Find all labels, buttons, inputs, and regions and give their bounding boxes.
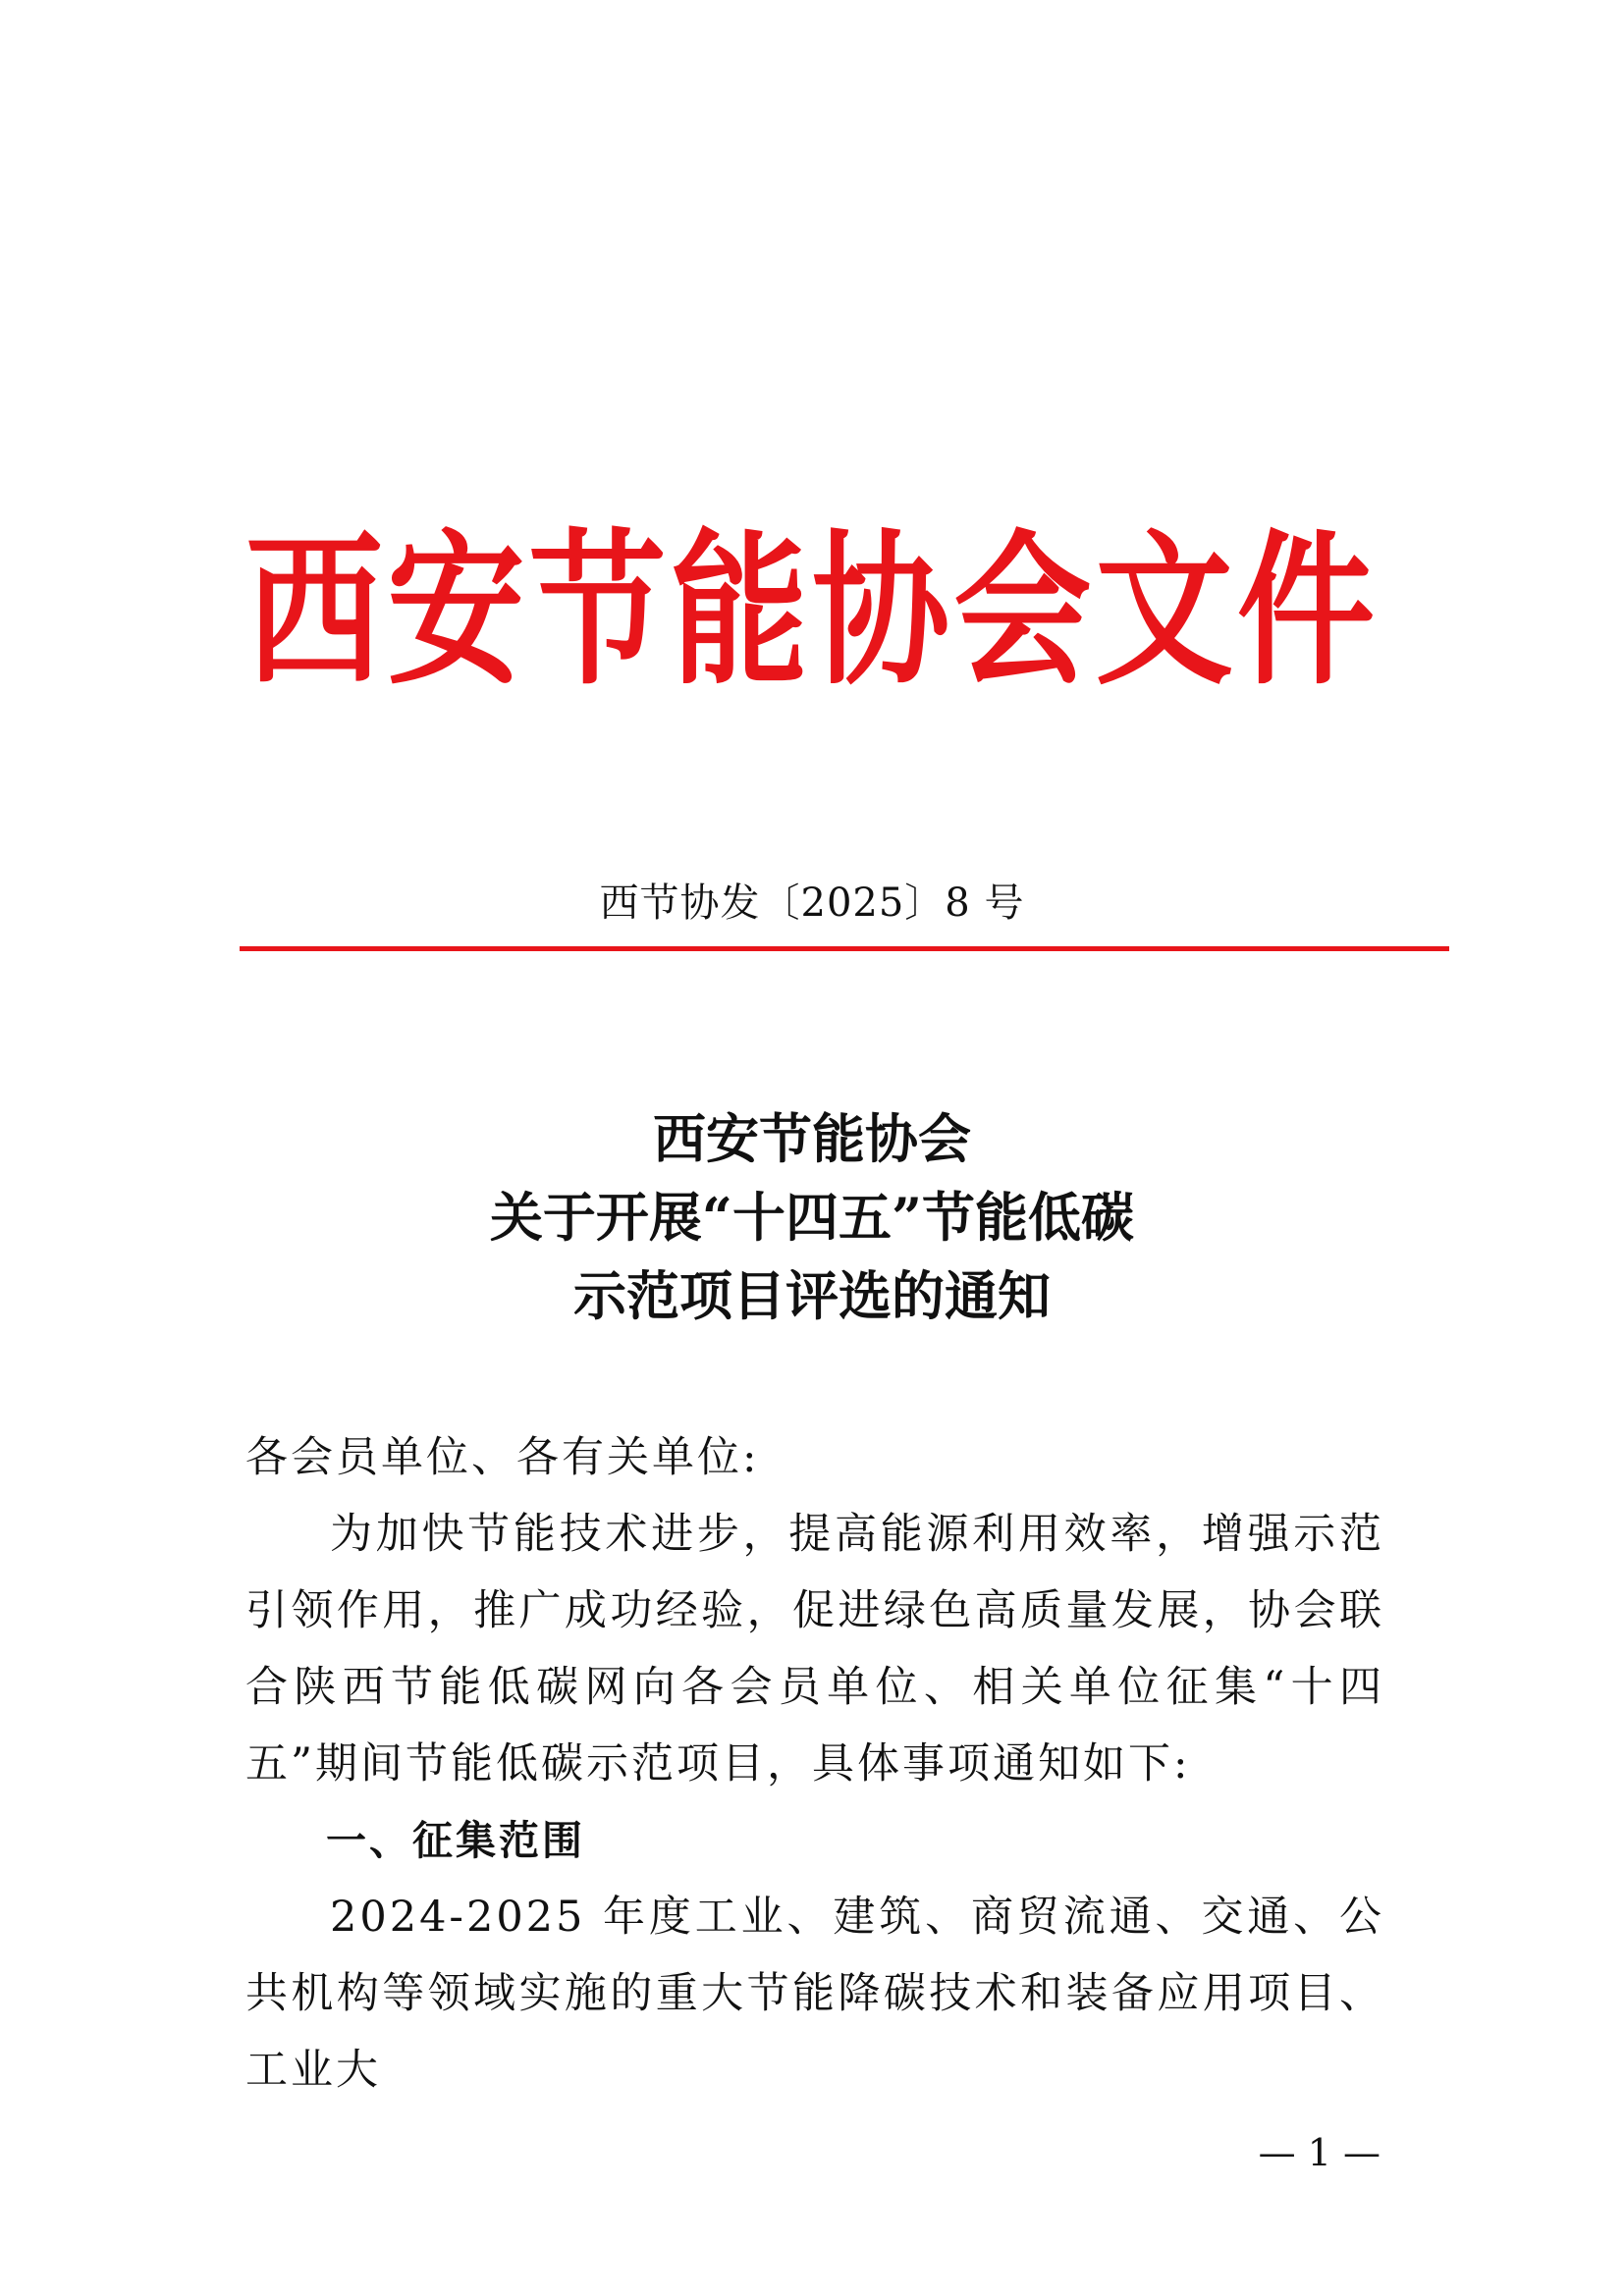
masthead-char: 协: [812, 514, 950, 709]
masthead-char: 文: [1095, 514, 1233, 709]
title-line-3: 示范项目评选的通知: [573, 1264, 1051, 1327]
body-paragraph: 为加快节能技术进步，提高能源利用效率，增强示范引领作用，推广成功经验，促进绿色高质量发展，协会联合陕西节能低碳网向各会员单位、相关单位征集“十四五”期间节能低碳示范项目，具体事项通知如下:: [245, 1510, 1384, 1789]
salutation: 各会员单位、各有关单位:: [245, 1433, 760, 1482]
page-number: — 1 —: [1258, 2131, 1380, 2174]
body-paragraph: 2024-2025 年度工业、建筑、商贸流通、交通、公共机构等领域实施的重大节能降碳技术和装备应用项目、工业大: [245, 1893, 1384, 2095]
masthead-char: 安: [387, 514, 525, 709]
document-number: 西节协发〔2025〕8 号: [599, 881, 1025, 926]
masthead-char: 会: [953, 514, 1092, 709]
document-title: [0, 1099, 1624, 1335]
title-line-2: 关于开展“十四五”节能低碳: [489, 1186, 1135, 1249]
section-heading: 一、征集范围: [326, 1817, 585, 1864]
title-line-1: 西安节能协会: [653, 1107, 971, 1170]
masthead-char: 西: [245, 514, 384, 709]
document-body: [245, 1419, 1384, 2109]
masthead: [245, 514, 1375, 709]
masthead-char: 节: [528, 514, 667, 709]
red-divider-rule: [240, 946, 1449, 951]
masthead-char: 件: [1236, 514, 1375, 709]
masthead-char: 能: [670, 514, 808, 709]
